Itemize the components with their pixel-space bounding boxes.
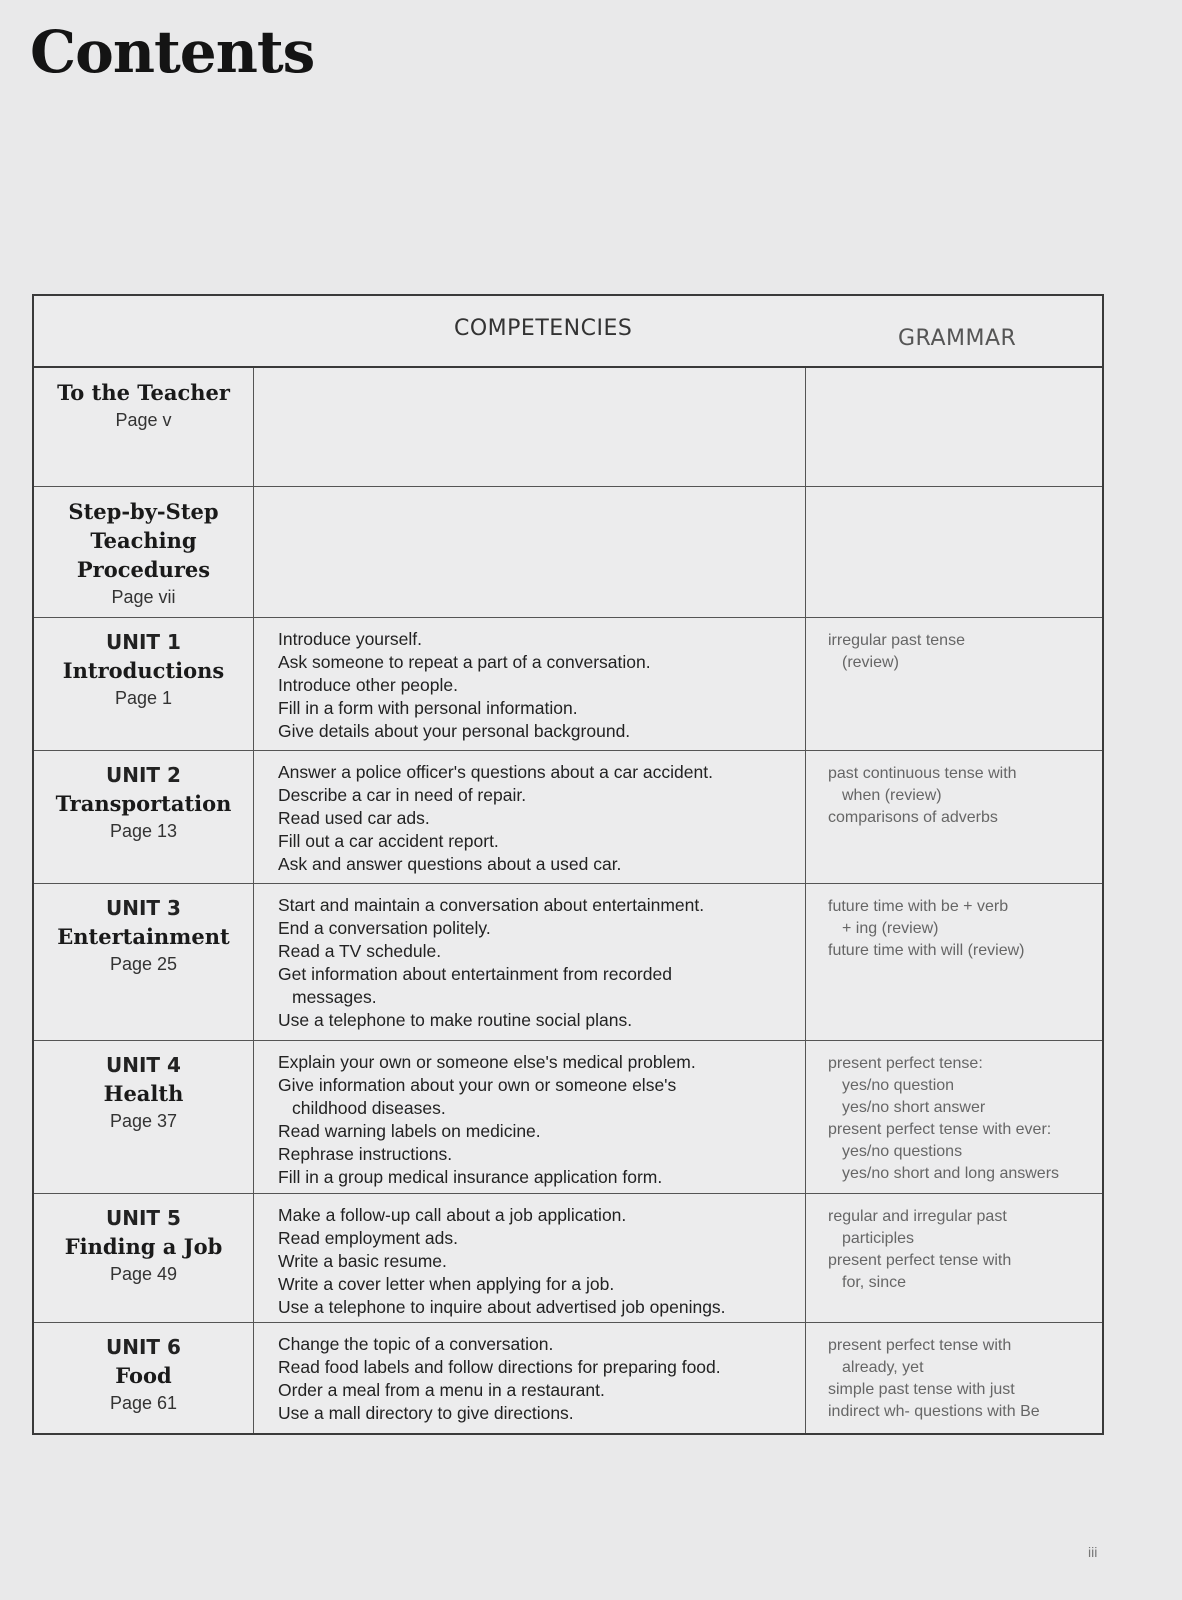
grammar-item: future time with be + verb <box>828 898 1009 915</box>
competencies-cell <box>254 487 806 617</box>
grammar-item: when (review) <box>842 787 942 804</box>
unit-label: UNIT 5 <box>106 1206 181 1230</box>
contents-table <box>32 294 1104 1435</box>
unit-label: UNIT 6 <box>106 1335 181 1359</box>
unit-cell <box>34 751 254 883</box>
grammar-item: present perfect tense with <box>828 1337 1012 1354</box>
competency: Introduce other people. <box>278 675 458 695</box>
grammar-item: past continuous tense with <box>828 765 1017 782</box>
grammar-cell <box>806 751 1102 883</box>
grammar-cell <box>806 1323 1102 1433</box>
unit-cell <box>34 1041 254 1193</box>
competency: childhood diseases. <box>292 1098 446 1118</box>
page-ref: Page 37 <box>109 1111 178 1131</box>
page-ref: Page 49 <box>109 1264 178 1284</box>
table-row <box>34 1323 1102 1433</box>
unit-name: Entertainment <box>57 924 230 949</box>
competency: Read employment ads. <box>278 1228 458 1248</box>
grammar-item: for, since <box>842 1274 907 1291</box>
competency: End a conversation politely. <box>278 918 491 938</box>
grammar-cell <box>806 368 1102 486</box>
unit-label: UNIT 4 <box>106 1053 181 1077</box>
grammar-item: regular and irregular past <box>828 1208 1007 1225</box>
competency: Read a TV schedule. <box>278 941 442 961</box>
section-name: Step-by-Step <box>68 499 219 524</box>
competency: Fill in a group medical insurance application form. <box>278 1167 663 1187</box>
competency: Ask someone to repeat a part of a conversation. <box>278 652 651 672</box>
competencies-cell <box>254 751 806 883</box>
unit-cell <box>34 368 254 486</box>
competency: Answer a police officer's questions about a car accident. <box>278 762 713 782</box>
grammar-item: participles <box>842 1230 915 1247</box>
grammar-item: comparisons of adverbs <box>828 809 998 826</box>
page-ref: Page 1 <box>114 688 173 708</box>
competency: Introduce yourself. <box>278 629 422 649</box>
unit-name: Finding a Job <box>64 1234 223 1259</box>
section-name: To the Teacher <box>57 380 230 405</box>
grammar-item: present perfect tense: <box>828 1055 983 1072</box>
grammar-item: yes/no short and long answers <box>842 1165 1060 1182</box>
competency: Fill in a form with personal information. <box>278 698 578 718</box>
grammar-item: yes/no questions <box>842 1143 963 1160</box>
grammar-cell <box>806 618 1102 750</box>
competencies-cell <box>254 1194 806 1322</box>
grammar-cell <box>806 1194 1102 1322</box>
grammar-item: + ing (review) <box>842 920 939 937</box>
unit-name: Food <box>115 1363 172 1388</box>
competencies-header: COMPETENCIES <box>454 316 633 341</box>
competency: Use a telephone to inquire about advertised job openings. <box>278 1297 726 1317</box>
unit-cell <box>34 487 254 617</box>
competency: Write a cover letter when applying for a job. <box>278 1274 615 1294</box>
section-name: Procedures <box>76 557 211 582</box>
grammar-item: future time with will (review) <box>828 942 1025 959</box>
unit-label: UNIT 3 <box>106 896 181 920</box>
grammar-cell <box>806 487 1102 617</box>
section-name: Teaching <box>90 528 197 553</box>
unit-label: UNIT 2 <box>106 763 181 787</box>
table-row <box>34 618 1102 751</box>
grammar-item: yes/no short answer <box>842 1099 986 1116</box>
grammar-item: present perfect tense with ever: <box>828 1121 1052 1138</box>
grammar-cell <box>806 884 1102 1040</box>
competency: Change the topic of a conversation. <box>278 1334 554 1354</box>
unit-cell <box>34 1194 254 1322</box>
grammar-item: indirect wh- questions with Be <box>828 1403 1040 1420</box>
grammar-item: yes/no question <box>842 1077 955 1094</box>
page-ref: Page vii <box>111 587 176 607</box>
page-ref: Page 13 <box>109 821 178 841</box>
grammar-item: simple past tense with just <box>828 1381 1015 1398</box>
table-row <box>34 487 1102 618</box>
page-number: iii <box>1088 1544 1098 1560</box>
competencies-cell <box>254 1323 806 1433</box>
competencies-cell <box>254 884 806 1040</box>
competencies-cell <box>254 1041 806 1193</box>
competency: Use a telephone to make routine social plans. <box>278 1010 633 1030</box>
competencies-cell <box>254 618 806 750</box>
table-header <box>34 296 1102 368</box>
page-ref: Page v <box>115 410 172 430</box>
grammar-header: GRAMMAR <box>898 326 1017 351</box>
competency: Start and maintain a conversation about entertainment. <box>278 895 705 915</box>
competency: Fill out a car accident report. <box>278 831 499 851</box>
competency: Rephrase instructions. <box>278 1144 453 1164</box>
competency: Describe a car in need of repair. <box>278 785 527 805</box>
competency: Use a mall directory to give directions. <box>278 1403 574 1423</box>
competency: Get information about entertainment from recorded <box>278 964 672 984</box>
competency: Write a basic resume. <box>278 1251 447 1271</box>
page-ref: Page 25 <box>109 954 178 974</box>
table-row <box>34 1194 1102 1323</box>
competency: Read warning labels on medicine. <box>278 1121 541 1141</box>
competency: Ask and answer questions about a used car. <box>278 854 622 874</box>
competency: Read food labels and follow directions for preparing food. <box>278 1357 721 1377</box>
table-row <box>34 1041 1102 1194</box>
competency: Order a meal from a menu in a restaurant. <box>278 1380 605 1400</box>
competency: Give details about your personal background. <box>278 721 631 741</box>
grammar-item: already, yet <box>842 1359 924 1376</box>
table-row <box>34 884 1102 1041</box>
unit-cell <box>34 618 254 750</box>
competency: Give information about your own or someone else's <box>278 1075 677 1095</box>
unit-cell <box>34 884 254 1040</box>
unit-name: Transportation <box>55 791 232 816</box>
grammar-cell <box>806 1041 1102 1193</box>
unit-name: Health <box>103 1081 184 1106</box>
grammar-item: irregular past tense <box>828 632 965 649</box>
table-row <box>34 368 1102 487</box>
table-row <box>34 751 1102 884</box>
competency: messages. <box>292 987 377 1007</box>
grammar-item: present perfect tense with <box>828 1252 1012 1269</box>
competencies-cell <box>254 368 806 486</box>
competency: Explain your own or someone else's medical problem. <box>278 1052 696 1072</box>
unit-cell <box>34 1323 254 1433</box>
page-title: Contents <box>30 18 315 86</box>
page-ref: Page 61 <box>109 1393 178 1413</box>
grammar-item: (review) <box>842 654 899 671</box>
unit-label: UNIT 1 <box>106 630 181 654</box>
competency: Read used car ads. <box>278 808 430 828</box>
unit-name: Introductions <box>62 658 225 683</box>
competency: Make a follow-up call about a job application. <box>278 1205 627 1225</box>
